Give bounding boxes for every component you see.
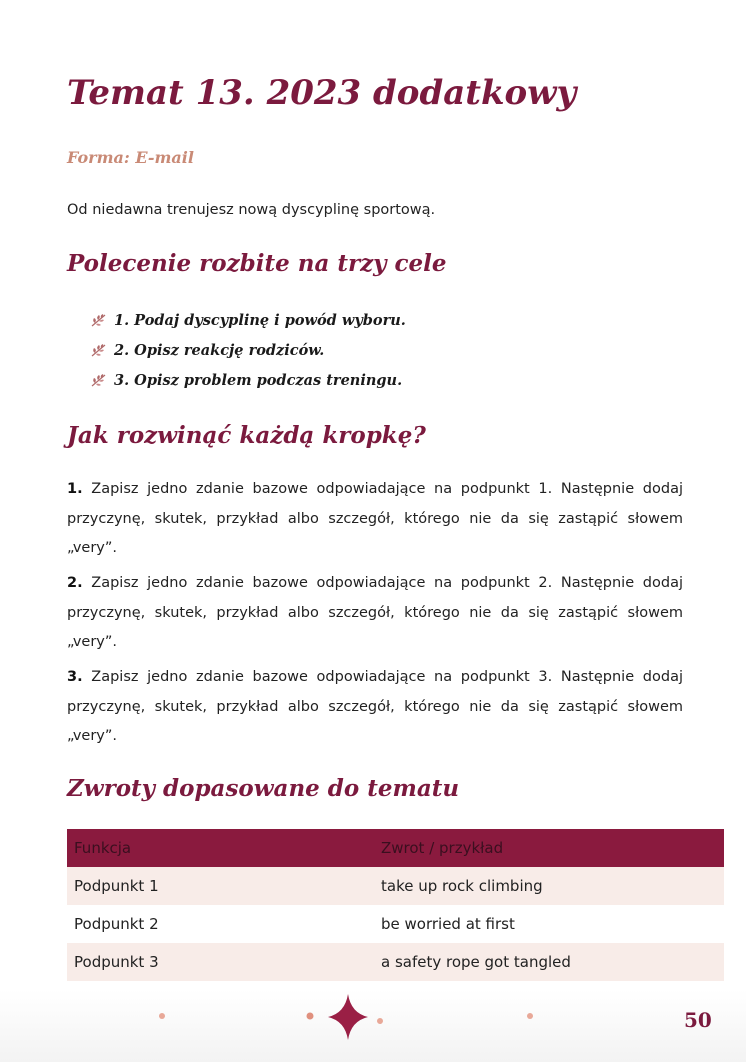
table-cell: be worried at first	[374, 905, 724, 943]
intro-text: Od niedawna trenujesz nową dyscyplinę sportową.	[67, 202, 436, 218]
table-cell: Podpunkt 3	[67, 943, 374, 981]
phrases-table	[67, 829, 724, 981]
form-label: Forma: E-mail	[67, 148, 194, 167]
table-cell: a safety rope got tangled	[374, 943, 724, 981]
paragraph-number: 1.	[67, 481, 83, 497]
section-heading-develop: Jak rozwinąć każdą kropkę?	[67, 422, 426, 449]
paragraph-number: 2.	[67, 575, 83, 591]
column-header-phrase: Zwrot / przykład	[374, 829, 724, 867]
list-item	[90, 335, 406, 365]
leaf-icon	[90, 312, 108, 328]
table-row	[67, 867, 724, 905]
goal-text: 2. Opisz reakcję rodziców.	[114, 341, 325, 359]
section-heading-phrases: Zwroty dopasowane do tematu	[67, 775, 460, 802]
paragraph-text: Zapisz jedno zdanie bazowe odpowiadające na podpunkt 1. Następnie dodaj przyczynę, skutek, przykład albo szczegół, którego nie da się zastąpić słowem „very”.	[67, 481, 683, 556]
list-item	[90, 365, 406, 395]
list-item	[90, 305, 406, 335]
goal-text: 3. Opisz problem podczas treningu.	[114, 371, 403, 389]
develop-paragraph-3	[67, 663, 683, 752]
column-header-function: Funkcja	[67, 829, 374, 867]
goal-text: 1. Podaj dyscyplinę i powód wyboru.	[114, 311, 406, 329]
page-number: 50	[684, 1008, 712, 1032]
develop-paragraph-2	[67, 569, 683, 658]
paragraph-number: 3.	[67, 669, 83, 685]
table-row	[67, 943, 724, 981]
section-heading-goals: Polecenie rozbite na trzy cele	[67, 250, 447, 277]
star-ornament-icon	[150, 988, 550, 1048]
goals-list	[90, 305, 406, 395]
table-header-row	[67, 829, 724, 867]
table-cell: Podpunkt 1	[67, 867, 374, 905]
develop-paragraph-1	[67, 475, 683, 564]
paragraph-text: Zapisz jedno zdanie bazowe odpowiadające na podpunkt 3. Następnie dodaj przyczynę, skutek, przykład albo szczegół, którego nie da się zastąpić słowem „very”.	[67, 669, 683, 744]
page-title: Temat 13. 2023 dodatkowy	[67, 73, 577, 113]
paragraph-text: Zapisz jedno zdanie bazowe odpowiadające na podpunkt 2. Następnie dodaj przyczynę, skutek, przykład albo szczegół, którego nie da się zastąpić słowem „very”.	[67, 575, 683, 650]
table-row	[67, 905, 724, 943]
leaf-icon	[90, 372, 108, 388]
table-cell: take up rock climbing	[374, 867, 724, 905]
leaf-icon	[90, 342, 108, 358]
table-cell: Podpunkt 2	[67, 905, 374, 943]
